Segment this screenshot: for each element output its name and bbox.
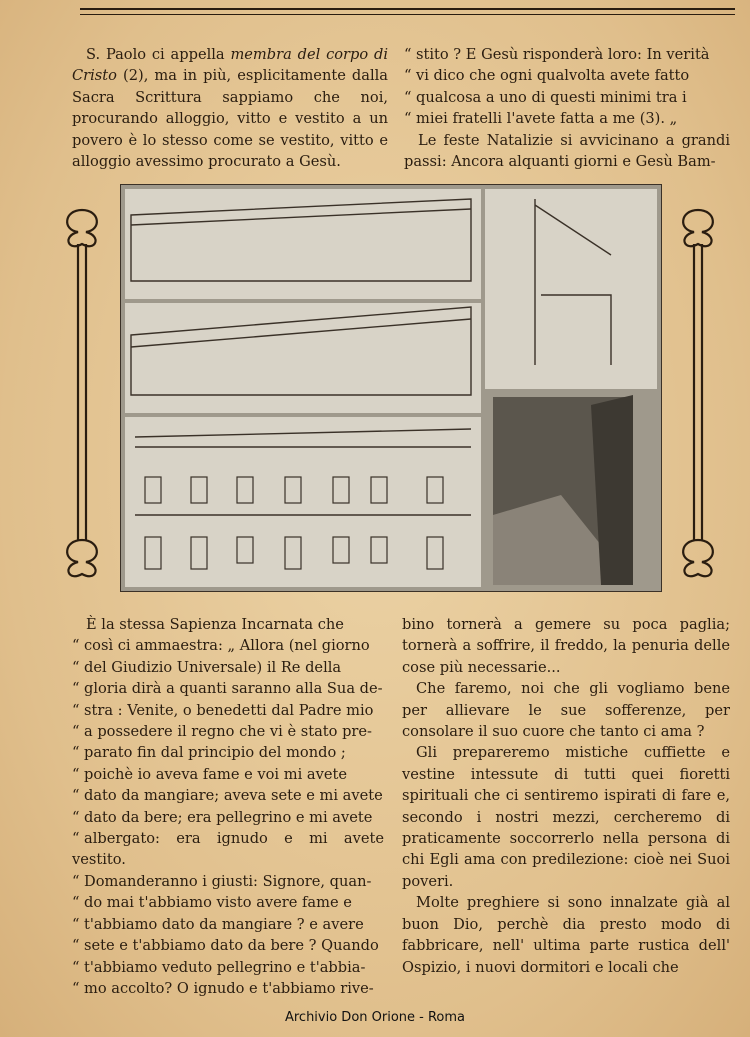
quote-mark: “ <box>72 787 80 805</box>
quote-mark: “ <box>72 830 80 848</box>
architectural-plans-figure <box>120 184 662 592</box>
quote-line <box>72 828 384 871</box>
quote-text: dato da bere; era pellegrino e mi avete <box>84 808 373 826</box>
quote-text: t'abbiamo veduto pellegrino e t'abbia- <box>84 958 366 976</box>
quote-line <box>72 807 384 828</box>
quote-text: poichè io aveva fame e voi mi avete <box>84 765 347 783</box>
quote-text: del Giudizio Universale) il Re della <box>84 658 342 676</box>
quote-text: t'abbiamo dato da mangiare ? e avere <box>84 915 364 933</box>
archive-footer: Archivio Don Orione - Roma <box>284 1010 466 1025</box>
quote-text: Domanderanno i giusti: Signore, quan- <box>84 872 372 890</box>
quote-line: “ vi dico che ogni qualvolta avete fatto <box>404 67 690 85</box>
quote-mark: “ <box>72 894 80 912</box>
quote-mark: “ <box>72 701 80 719</box>
quote-text: sete e t'abbiamo dato da bere ? Quando <box>84 937 379 955</box>
top-left-column <box>72 44 388 172</box>
quote-line: “ miei fratelli l'avete fatta a me (3). „ <box>404 110 678 128</box>
quote-line <box>72 978 384 999</box>
quote-line <box>72 914 384 935</box>
quote-mark: “ <box>72 765 80 783</box>
quote-mark: “ <box>72 808 80 826</box>
quote-lines <box>72 635 384 999</box>
quote-text: dato da mangiare; aveva sete e mi avete <box>84 787 383 805</box>
quote-text: gloria dirà a quanti saranno alla Sua de- <box>84 680 383 698</box>
quote-line <box>72 700 384 721</box>
quote-text: parato fin dal principio del mondo ; <box>84 744 346 762</box>
quote-text: a possedere il regno che vi è stato pre- <box>84 723 372 741</box>
quote-mark: “ <box>72 637 80 655</box>
quote-text: stra : Venite, o benedetti dal Padre mio <box>84 701 374 719</box>
quote-mark: “ <box>72 915 80 933</box>
quote-line <box>72 742 384 763</box>
quote-line <box>72 892 384 913</box>
quote-line <box>72 871 384 892</box>
quote-mark: “ <box>72 979 80 997</box>
quote-line: “ qualcosa a uno di questi minimi tra i <box>404 88 687 106</box>
quote-text: albergato: era ignudo e mi avete vestito. <box>72 830 384 869</box>
quote-mark: “ <box>72 872 80 890</box>
paragraph: bino tornerà a gemere su poca paglia; tornerà a soffrire, il freddo, la penuria delle cose più necessarie... <box>402 616 730 676</box>
quote-line <box>72 935 384 956</box>
right-ornament <box>674 200 722 585</box>
quote-text: do mai t'abbiamo visto avere fame e <box>84 894 352 912</box>
quote-mark: “ <box>72 723 80 741</box>
top-right-paragraph: Le feste Natalizie si avvicinano a grandi passi: Ancora alquanti giorni e Gesù Bam- <box>404 131 730 171</box>
quote-line <box>72 785 384 806</box>
top-rule <box>80 8 735 15</box>
quote-mark: “ <box>72 937 80 955</box>
paragraph: Gli prepareremo mistiche cuffiette e vestine intessute di tutti quei fioretti spirituali che ci sentiremo ispirati di fare e, secondo i nostri mezzi, cercheremo di praticamente soccorrerlo nella persona di chi Egli ama con predilezione: cioè nei Suoi poveri. <box>402 744 730 890</box>
quote-line <box>72 721 384 742</box>
top-left-paragraph: S. Paolo ci appella membra del corpo di Cristo (2), ma in più, esplicitamente dalla Sacra Scrittura sappiamo che noi, procurando alloggio, vitto e vestito a un povero è lo stesso come se vestito, vitto e alloggio avessimo procurato a Gesù. <box>72 46 388 171</box>
quote-mark: “ <box>72 744 80 762</box>
paragraph: Che faremo, noi che gli vogliamo bene per allievare le sue sofferenze, per consolare il suo cuore che tanto ci ama ? <box>402 680 730 741</box>
quote-line <box>72 657 384 678</box>
quote-mark: “ <box>72 680 80 698</box>
quote-text: così ci ammaestra: „ Allora (nel giorno <box>84 637 370 655</box>
quote-line <box>72 957 384 978</box>
intro-line: È la stessa Sapienza Incarnata che <box>86 616 344 633</box>
quote-line <box>72 678 384 699</box>
quote-mark: “ <box>72 958 80 976</box>
left-ornament <box>58 200 106 585</box>
paragraph: Molte preghiere si sono innalzate già al buon Dio, perchè dia presto modo di fabbricare, nell' ultima parte rustica dell' Ospizio, i nuovi dormitori e locali che <box>402 894 730 976</box>
quote-line: “ stito ? E Gesù risponderà loro: In verità <box>404 46 710 63</box>
quote-line <box>72 635 384 656</box>
bottom-right-column <box>402 614 730 978</box>
quote-text: mo accolto? O ignudo e t'abbiamo rive- <box>84 979 374 997</box>
quote-mark: “ <box>72 658 80 676</box>
top-right-column <box>404 44 730 172</box>
quote-line <box>72 764 384 785</box>
bottom-left-column <box>72 614 384 999</box>
